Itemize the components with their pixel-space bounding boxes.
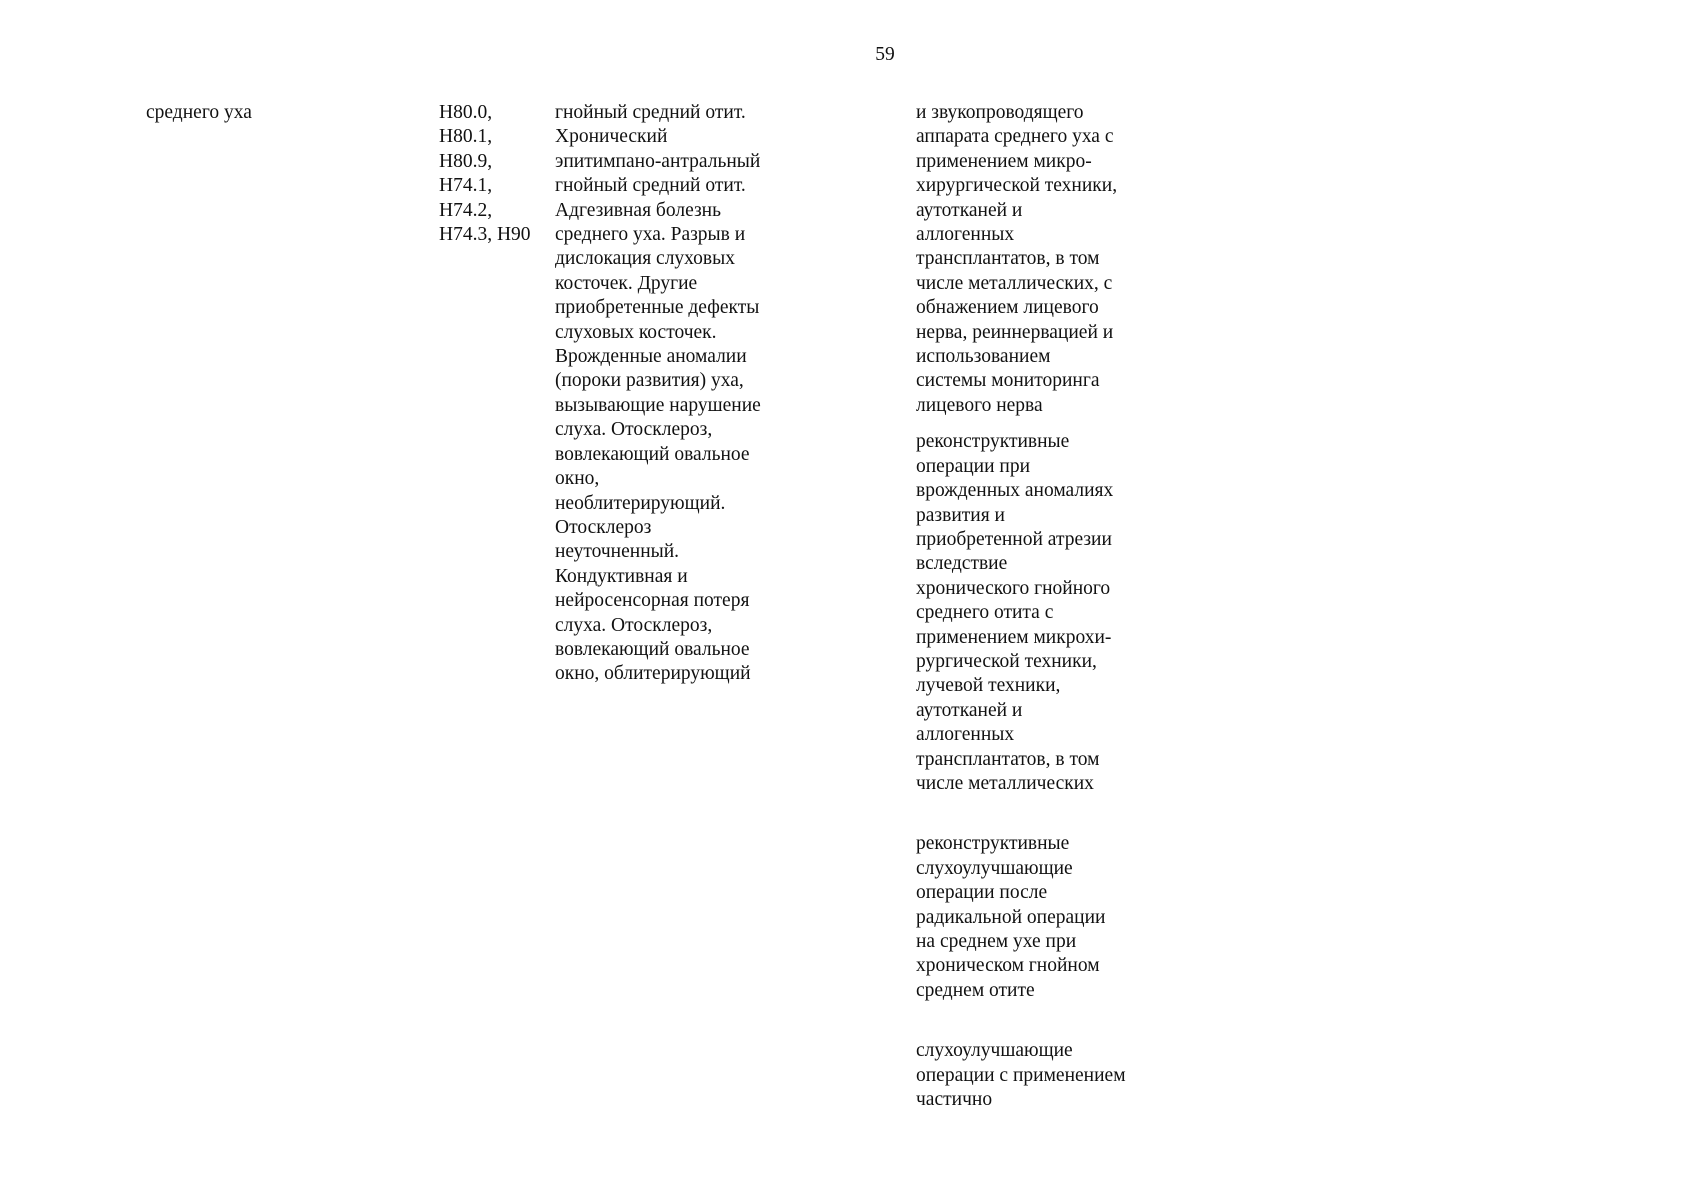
page-number: 59	[875, 44, 895, 65]
method-text-block: и звукопроводящего аппарата среднего уха с применением микро- хирургической техники, аутотканей и аллогенных трансплантатов, в том числе металлических, с обнажением лицевого нерва, реиннервацией и использованием системы мониторинга лицевого нерва	[916, 102, 1118, 416]
table-cell-icd-codes: H80.0, H80.1, H80.9, H74.1, H74.2, H74.3, H90	[439, 102, 531, 246]
table-cell-diagnosis: гнойный средний отит. Хронический эпитимпано-антральный гнойный средний отит. Адгезивная болезнь среднего уха. Разрыв и дислокация слуховых косточек. Другие приобретенные дефекты слуховых косточек. Врожденные аномалии (пороки развития) уха, вызывающие нарушение слуха. Отосклероз, вовлекающий овальное окно, необлитерирующий. Отосклероз неуточненный. Кондуктивная и нейросенсорная потеря слуха. Отосклероз, вовлекающий овальное окно, облитерирующий	[555, 102, 761, 685]
table-cell-treatment-methods	[916, 101, 1216, 1112]
table-cell-name: среднего уха	[146, 102, 252, 123]
method-text-block: реконструктивные слухоулучшающие операции после радикальной операции на среднем ухе при хроническом гнойном среднем отите	[916, 833, 1106, 1001]
method-text-block: реконструктивные операции при врожденных аномалиях развития и приобретенной атрезии вследствие хронического гнойного среднего отита с применением микрохи- рургической техники, лучевой техники, аутотканей и аллогенных трансплантатов, в том числе металлических	[916, 431, 1114, 794]
method-text-block: слухоулучшающие операции с применением частично	[916, 1040, 1126, 1111]
